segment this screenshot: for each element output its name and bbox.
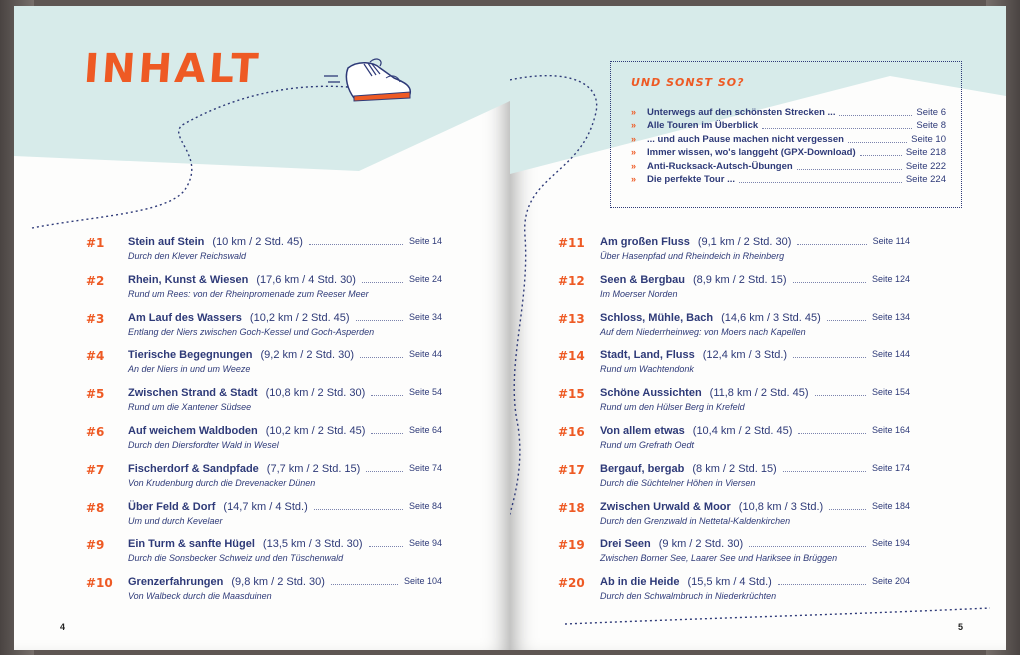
tour-page: Seite 64	[408, 425, 442, 435]
tour-page: Seite 124	[871, 273, 910, 284]
tour-title-line	[128, 463, 360, 475]
tour-number: #13	[558, 311, 585, 326]
extras-title: UND SONST SO?	[631, 76, 745, 89]
tour-page: Seite 14	[408, 236, 442, 246]
tour-number: #19	[558, 538, 585, 553]
leader-dots	[356, 320, 403, 321]
tour-meta: (9 km / 2 Std. 30)	[658, 538, 744, 551]
leader-dots	[778, 584, 866, 585]
tour-page: Seite 164	[871, 425, 910, 435]
tour-subtitle: Durch die Süchtelner Höhen in Viersen	[600, 477, 756, 488]
extras-item	[631, 147, 946, 159]
toc-entry	[86, 274, 442, 306]
extras-item-page: Seite 8	[916, 120, 946, 132]
tour-title-line	[128, 274, 356, 286]
tour-title-line	[600, 236, 791, 248]
double-chevron-icon: »	[631, 147, 637, 158]
tour-number: #14	[558, 349, 585, 364]
tour-meta: (9,2 km / 2 Std. 30)	[260, 349, 355, 362]
tour-title-line	[600, 538, 743, 550]
toc-entry	[558, 349, 910, 381]
double-chevron-icon: »	[631, 174, 637, 184]
tour-meta: (9,8 km / 2 Std. 30)	[231, 576, 325, 589]
toc-entry	[86, 312, 442, 344]
tour-subtitle: Rund um Rees: von der Rheinpromenade zum Reeser Meer	[128, 288, 369, 299]
tour-meta: (10,2 km / 2 Std. 45)	[249, 311, 350, 324]
tour-subtitle: An der Niers in und um Weeze	[128, 364, 251, 375]
tour-title-line	[600, 312, 821, 324]
toc-entry	[558, 274, 910, 306]
leader-dots	[797, 169, 902, 170]
tour-title: Schloss, Mühle, Bach	[600, 311, 714, 324]
tour-title: Schöne Aussichten	[600, 387, 702, 400]
tour-title-line	[128, 501, 308, 513]
tour-subtitle: Auf dem Niederrheinweg: von Moers nach Kapellen	[600, 326, 806, 337]
tour-page: Seite 74	[408, 462, 442, 473]
tour-title-line	[600, 425, 792, 437]
leader-dots	[309, 244, 403, 245]
tour-subtitle: Rund um Grefrath Oedt	[600, 440, 695, 450]
tour-number: #15	[558, 387, 585, 402]
tour-number: #9	[86, 538, 105, 553]
tour-number: #10	[86, 576, 113, 591]
tour-title-line	[128, 576, 325, 588]
tour-subtitle: Rund um die Xantener Südsee	[128, 402, 252, 413]
tour-number: #17	[558, 462, 585, 477]
leader-dots	[366, 471, 403, 472]
toc-entry	[558, 387, 910, 419]
tour-meta: (13,5 km / 3 Std. 30)	[262, 538, 363, 551]
leader-dots	[798, 433, 866, 434]
toc-entry	[558, 576, 910, 608]
leader-dots	[371, 395, 403, 396]
tour-number: #4	[86, 349, 105, 364]
tour-title-line	[128, 387, 365, 399]
tour-subtitle: Rund um den Hülser Berg in Krefeld	[600, 402, 745, 413]
page-number-right: 5	[958, 622, 964, 632]
tour-page: Seite 194	[871, 538, 910, 549]
tour-subtitle: Durch die Sonsbecker Schweiz und den Tüschenwald	[128, 553, 344, 564]
tour-title: Tierische Begegnungen	[128, 349, 253, 362]
toc-entry	[558, 312, 910, 344]
tour-page: Seite 144	[871, 349, 910, 360]
leader-dots	[839, 115, 912, 116]
left-page	[14, 6, 510, 650]
leader-dots	[369, 546, 403, 547]
extras-item-page: Seite 6	[916, 107, 946, 118]
extras-item-text: ... und auch Pause machen nicht vergessen	[647, 133, 844, 145]
tour-subtitle: Durch den Schwalmbruch in Niederkrüchten	[600, 591, 777, 602]
tour-number: #6	[86, 425, 105, 439]
extras-item-text: Immer wissen, wo's langgeht (GPX-Download)	[647, 147, 856, 159]
tour-page: Seite 44	[408, 349, 442, 360]
tour-title: Stein auf Stein	[128, 236, 205, 248]
tour-number: #1	[86, 236, 105, 250]
leader-dots	[762, 128, 912, 129]
leader-dots	[783, 471, 866, 472]
tour-meta: (10,8 km / 3 Std.)	[738, 500, 824, 513]
leader-dots	[739, 182, 902, 183]
tour-meta: (8,9 km / 2 Std. 15)	[692, 273, 787, 286]
tour-meta: (17,6 km / 4 Std. 30)	[256, 273, 356, 286]
tour-meta: (10 km / 2 Std. 45)	[212, 236, 303, 248]
tour-number: #3	[86, 311, 105, 326]
extras-item-page: Seite 222	[905, 160, 946, 172]
leader-dots	[815, 395, 866, 396]
double-chevron-icon: »	[631, 120, 637, 131]
leader-dots	[331, 584, 398, 585]
tour-title: Zwischen Urwald & Moor	[600, 500, 731, 513]
tour-title: Rhein, Kunst & Wiesen	[128, 273, 249, 286]
leader-dots	[749, 546, 866, 547]
tour-subtitle: Von Krudenburg durch die Drevenacker Dünen	[128, 477, 316, 488]
tour-page: Seite 204	[871, 576, 910, 587]
toc-entry	[558, 538, 910, 570]
tour-number: #8	[86, 500, 105, 515]
toc-entry	[86, 501, 442, 533]
extras-item	[631, 161, 946, 173]
extras-item-page: Seite 218	[905, 147, 946, 159]
double-chevron-icon: »	[631, 160, 637, 171]
tour-page: Seite 134	[871, 311, 910, 322]
tour-meta: (10,8 km / 2 Std. 30)	[265, 387, 366, 400]
tour-title-line	[600, 387, 809, 399]
toc-entry	[86, 349, 442, 381]
tour-subtitle: Im Moerser Norden	[600, 288, 678, 299]
tour-title: Auf weichem Waldboden	[128, 425, 258, 437]
tour-title-line	[600, 349, 787, 361]
tour-title: Zwischen Strand & Stadt	[128, 387, 258, 400]
tour-subtitle: Durch den Grenzwald in Nettetal-Kaldenkirchen	[600, 515, 791, 526]
extras-item-text: Unterwegs auf den schönsten Strecken ...	[647, 107, 836, 118]
leader-dots	[848, 142, 907, 143]
toc-entry	[86, 538, 442, 570]
tour-meta: (11,8 km / 2 Std. 45)	[709, 387, 809, 400]
tour-meta: (10,4 km / 2 Std. 45)	[692, 425, 793, 437]
toc-entry	[86, 576, 442, 608]
leader-dots	[829, 509, 866, 510]
toc-entry	[86, 425, 442, 457]
tour-title-line	[600, 501, 823, 513]
extras-box	[610, 61, 962, 208]
toc-entry	[86, 387, 442, 419]
toc-entry	[558, 425, 910, 457]
tour-subtitle: Zwischen Borner See, Laarer See und Hariksee in Brüggen	[600, 553, 838, 564]
tour-page: Seite 104	[403, 576, 442, 587]
extras-item-text: Die perfekte Tour ...	[647, 174, 735, 185]
extras-item	[631, 174, 946, 186]
tour-meta: (14,6 km / 3 Std. 45)	[721, 311, 821, 324]
tour-page: Seite 174	[871, 462, 910, 473]
tour-page: Seite 24	[408, 273, 442, 284]
tour-title: Über Feld & Dorf	[128, 500, 216, 513]
tour-page: Seite 84	[408, 500, 442, 511]
extras-item	[631, 107, 946, 119]
tour-title: Am Lauf des Wassers	[128, 311, 242, 324]
tour-meta: (15,5 km / 4 Std.)	[687, 576, 772, 589]
tour-title-line	[600, 463, 777, 475]
tour-page: Seite 184	[871, 500, 910, 511]
tour-number: #12	[558, 273, 585, 288]
leader-dots	[827, 320, 866, 321]
extras-item-page: Seite 10	[911, 133, 946, 145]
tour-title-line	[600, 274, 787, 286]
extras-item-text: Alle Touren im Überblick	[647, 120, 759, 132]
leader-dots	[793, 282, 866, 283]
tour-number: #20	[558, 576, 585, 591]
tour-number: #18	[558, 500, 585, 515]
tour-number: #16	[558, 425, 585, 439]
tour-page: Seite 54	[408, 387, 442, 398]
page-title: INHALT	[82, 46, 263, 92]
tour-title-line	[128, 425, 365, 437]
leader-dots	[362, 282, 403, 283]
tour-title: Stadt, Land, Fluss	[600, 349, 695, 362]
tour-page: Seite 154	[871, 387, 910, 398]
tour-subtitle: Über Hasenpfad und Rheindeich in Rheinberg	[600, 251, 785, 261]
page-number-left: 4	[60, 622, 66, 632]
double-chevron-icon: »	[631, 107, 637, 117]
tour-subtitle: Um und durch Kevelaer	[128, 515, 223, 526]
tour-title: Seen & Bergbau	[600, 273, 685, 286]
right-page	[510, 6, 1006, 650]
toc-entry	[86, 463, 442, 495]
tour-subtitle: Durch den Diersfordter Wald in Wesel	[128, 440, 279, 450]
tour-subtitle: Von Walbeck durch die Maasduinen	[128, 591, 272, 602]
hiking-boot-icon	[324, 54, 419, 104]
leader-dots	[314, 509, 403, 510]
tour-meta: (12,4 km / 3 Std.)	[702, 349, 788, 362]
toc-entry	[558, 236, 910, 268]
tour-number: #2	[86, 273, 105, 288]
tour-title-line	[128, 349, 354, 361]
tour-title: Grenzerfahrungen	[128, 576, 224, 589]
tour-title-line	[128, 236, 303, 248]
extras-item	[631, 134, 946, 146]
leader-dots	[793, 357, 866, 358]
leader-dots	[860, 155, 902, 156]
tour-meta: (10,2 km / 2 Std. 45)	[265, 425, 366, 437]
tour-title: Ab in die Heide	[600, 576, 680, 589]
tour-number: #7	[86, 462, 105, 477]
tour-title: Bergauf, bergab	[600, 462, 685, 475]
tour-page: Seite 34	[408, 311, 442, 322]
tour-title: Drei Seen	[600, 538, 651, 551]
tour-title-line	[128, 538, 363, 550]
tour-subtitle: Entlang der Niers zwischen Goch-Kessel und Goch-Asperden	[128, 326, 375, 337]
leader-dots	[360, 357, 403, 358]
tour-number: #5	[86, 387, 105, 402]
leader-dots	[797, 244, 867, 245]
tour-meta: (14,7 km / 4 Std.)	[223, 500, 308, 513]
tour-subtitle: Durch den Klever Reichswald	[128, 251, 247, 261]
tour-title: Fischerdorf & Sandpfade	[128, 462, 259, 475]
extras-item-text: Anti-Rucksack-Autsch-Übungen	[647, 160, 793, 172]
double-chevron-icon: »	[631, 133, 637, 144]
tour-meta: (7,7 km / 2 Std. 15)	[266, 462, 361, 475]
toc-entry	[558, 463, 910, 495]
tour-title: Am großen Fluss	[600, 236, 690, 248]
tour-title-line	[128, 312, 350, 324]
tour-meta: (9,1 km / 2 Std. 30)	[697, 236, 792, 248]
tour-subtitle: Rund um Wachtendonk	[600, 364, 694, 375]
tour-title-line	[600, 576, 772, 588]
tour-page: Seite 114	[872, 236, 910, 246]
leader-dots	[371, 433, 403, 434]
tour-number: #11	[558, 236, 585, 250]
tour-title: Ein Turm & sanfte Hügel	[128, 538, 255, 551]
extras-item	[631, 120, 946, 132]
tour-page: Seite 94	[408, 538, 442, 549]
toc-entry	[558, 501, 910, 533]
toc-entry	[86, 236, 442, 268]
tour-meta: (8 km / 2 Std. 15)	[692, 462, 777, 475]
extras-item-page: Seite 224	[905, 174, 946, 185]
tour-title: Von allem etwas	[600, 425, 685, 437]
